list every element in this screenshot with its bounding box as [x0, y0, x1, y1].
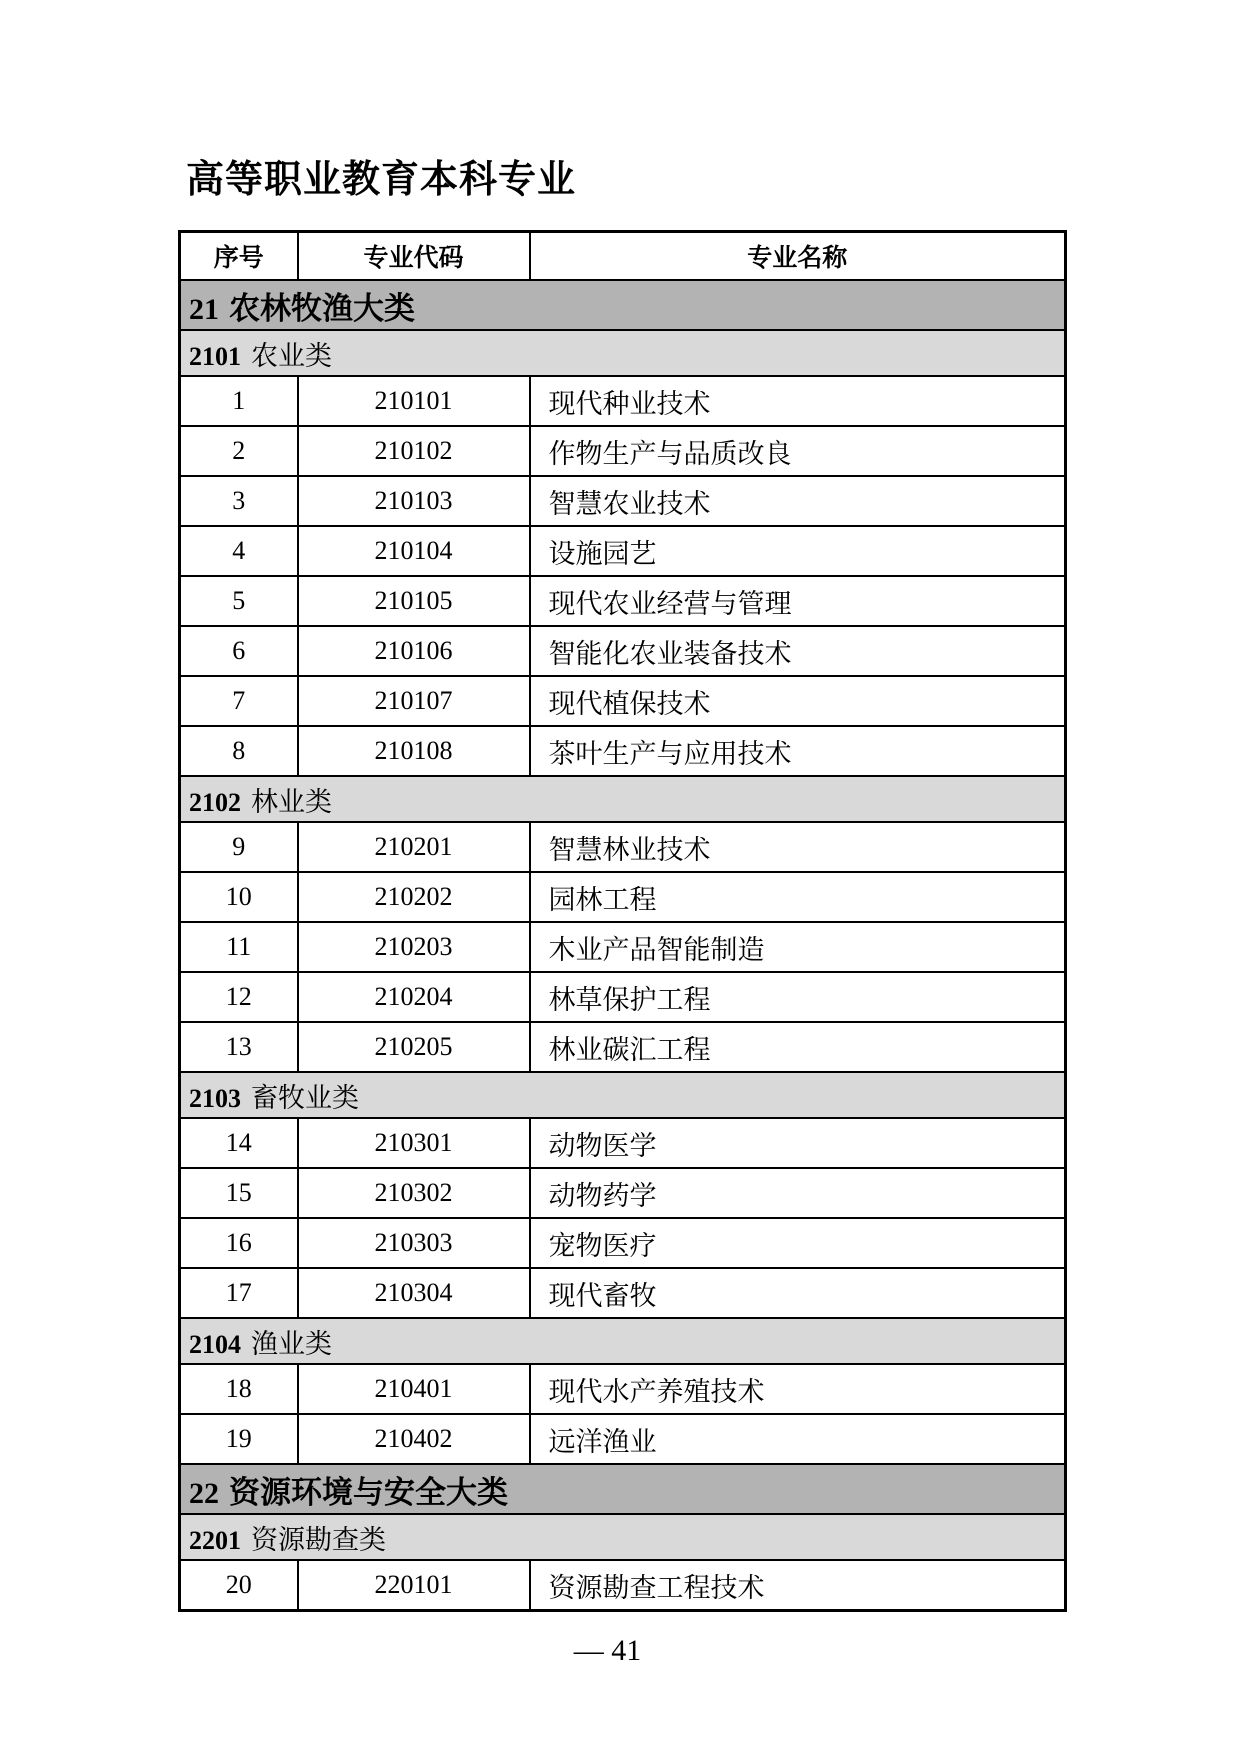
catalog-body	[180, 280, 1066, 1611]
entry-code-cell: 210101	[298, 376, 530, 426]
entry-seq-cell: 15	[180, 1168, 298, 1218]
minor-section-code: 2104	[189, 1329, 241, 1359]
entry-seq-cell: 10	[180, 872, 298, 922]
entry-name-cell: 资源勘查工程技术	[530, 1560, 1066, 1611]
entry-code-cell: 210103	[298, 476, 530, 526]
entry-name-cell: 现代农业经营与管理	[530, 576, 1066, 626]
major-entry-row	[180, 822, 1066, 872]
major-section-label: 资源环境与安全大类	[229, 1474, 508, 1510]
major-section-row	[180, 280, 1066, 330]
entry-name-cell: 宠物医疗	[530, 1218, 1066, 1268]
majors-catalog-table	[178, 230, 1067, 1612]
major-section-code: 21	[189, 292, 219, 326]
entry-name-cell: 现代种业技术	[530, 376, 1066, 426]
entry-seq-cell: 3	[180, 476, 298, 526]
minor-section-cell	[180, 1072, 1066, 1118]
minor-section-cell	[180, 776, 1066, 822]
entry-name-cell: 现代畜牧	[530, 1268, 1066, 1318]
major-section-row	[180, 1464, 1066, 1514]
minor-section-label: 渔业类	[251, 1328, 332, 1359]
entry-name-cell: 林草保护工程	[530, 972, 1066, 1022]
entry-code-cell: 210104	[298, 526, 530, 576]
entry-code-cell: 210205	[298, 1022, 530, 1072]
major-entry-row	[180, 972, 1066, 1022]
entry-code-cell: 210402	[298, 1414, 530, 1464]
entry-seq-cell: 12	[180, 972, 298, 1022]
entry-seq-cell: 20	[180, 1560, 298, 1611]
entry-code-cell: 210105	[298, 576, 530, 626]
minor-section-code: 2103	[189, 1083, 241, 1113]
entry-code-cell: 210204	[298, 972, 530, 1022]
entry-seq-cell: 7	[180, 676, 298, 726]
column-header-seq: 序号	[180, 232, 298, 281]
entry-code-cell: 210203	[298, 922, 530, 972]
entry-name-cell: 智能化农业装备技术	[530, 626, 1066, 676]
minor-section-row	[180, 1072, 1066, 1118]
minor-section-label: 农业类	[251, 340, 332, 371]
minor-section-label: 资源勘查类	[251, 1524, 386, 1555]
major-entry-row	[180, 1364, 1066, 1414]
major-section-code: 22	[189, 1476, 219, 1510]
entry-seq-cell: 8	[180, 726, 298, 776]
entry-name-cell: 茶叶生产与应用技术	[530, 726, 1066, 776]
entry-name-cell: 作物生产与品质改良	[530, 426, 1066, 476]
major-entry-row	[180, 376, 1066, 426]
entry-seq-cell: 16	[180, 1218, 298, 1268]
entry-seq-cell: 18	[180, 1364, 298, 1414]
entry-seq-cell: 5	[180, 576, 298, 626]
entry-code-cell: 210102	[298, 426, 530, 476]
entry-code-cell: 210107	[298, 676, 530, 726]
major-entry-row	[180, 526, 1066, 576]
column-header-name: 专业名称	[530, 232, 1066, 281]
entry-seq-cell: 9	[180, 822, 298, 872]
minor-section-row	[180, 1514, 1066, 1560]
entry-code-cell: 220101	[298, 1560, 530, 1611]
major-entry-row	[180, 1168, 1066, 1218]
entry-name-cell: 设施园艺	[530, 526, 1066, 576]
entry-code-cell: 210303	[298, 1218, 530, 1268]
minor-section-label: 林业类	[251, 786, 332, 817]
entry-seq-cell: 1	[180, 376, 298, 426]
entry-name-cell: 现代水产养殖技术	[530, 1364, 1066, 1414]
entry-name-cell: 智慧林业技术	[530, 822, 1066, 872]
minor-section-label: 畜牧业类	[251, 1082, 359, 1113]
major-entry-row	[180, 1118, 1066, 1168]
minor-section-code: 2102	[189, 787, 241, 817]
column-header-code: 专业代码	[298, 232, 530, 281]
minor-section-code: 2201	[189, 1525, 241, 1555]
entry-name-cell: 远洋渔业	[530, 1414, 1066, 1464]
entry-code-cell: 210108	[298, 726, 530, 776]
page-title: 高等职业教育本科专业	[186, 159, 577, 201]
major-entry-row	[180, 426, 1066, 476]
minor-section-cell	[180, 330, 1066, 376]
entry-seq-cell: 17	[180, 1268, 298, 1318]
entry-seq-cell: 6	[180, 626, 298, 676]
entry-seq-cell: 2	[180, 426, 298, 476]
major-section-cell	[180, 1464, 1066, 1514]
entry-seq-cell: 4	[180, 526, 298, 576]
major-entry-row	[180, 676, 1066, 726]
entry-name-cell: 动物医学	[530, 1118, 1066, 1168]
table-header-row	[180, 232, 1066, 281]
major-entry-row	[180, 1218, 1066, 1268]
entry-seq-cell: 19	[180, 1414, 298, 1464]
entry-name-cell: 现代植保技术	[530, 676, 1066, 726]
major-entry-row	[180, 726, 1066, 776]
major-entry-row	[180, 476, 1066, 526]
major-entry-row	[180, 872, 1066, 922]
entry-seq-cell: 11	[180, 922, 298, 972]
major-entry-row	[180, 1022, 1066, 1072]
minor-section-cell	[180, 1514, 1066, 1560]
major-section-label: 农林牧渔大类	[229, 290, 415, 326]
major-entry-row	[180, 1268, 1066, 1318]
major-entry-row	[180, 626, 1066, 676]
entry-name-cell: 林业碳汇工程	[530, 1022, 1066, 1072]
entry-seq-cell: 14	[180, 1118, 298, 1168]
entry-code-cell: 210302	[298, 1168, 530, 1218]
page-number: — 41	[573, 1634, 642, 1667]
minor-section-row	[180, 330, 1066, 376]
entry-code-cell: 210202	[298, 872, 530, 922]
minor-section-row	[180, 776, 1066, 822]
entry-name-cell: 动物药学	[530, 1168, 1066, 1218]
entry-code-cell: 210301	[298, 1118, 530, 1168]
major-entry-row	[180, 1560, 1066, 1611]
major-section-cell	[180, 280, 1066, 330]
entry-code-cell: 210401	[298, 1364, 530, 1414]
major-entry-row	[180, 576, 1066, 626]
minor-section-code: 2101	[189, 341, 241, 371]
entry-code-cell: 210106	[298, 626, 530, 676]
entry-name-cell: 园林工程	[530, 872, 1066, 922]
major-entry-row	[180, 922, 1066, 972]
minor-section-cell	[180, 1318, 1066, 1364]
entry-code-cell: 210304	[298, 1268, 530, 1318]
entry-seq-cell: 13	[180, 1022, 298, 1072]
entry-name-cell: 木业产品智能制造	[530, 922, 1066, 972]
major-entry-row	[180, 1414, 1066, 1464]
entry-name-cell: 智慧农业技术	[530, 476, 1066, 526]
minor-section-row	[180, 1318, 1066, 1364]
table-header	[180, 232, 1066, 281]
entry-code-cell: 210201	[298, 822, 530, 872]
